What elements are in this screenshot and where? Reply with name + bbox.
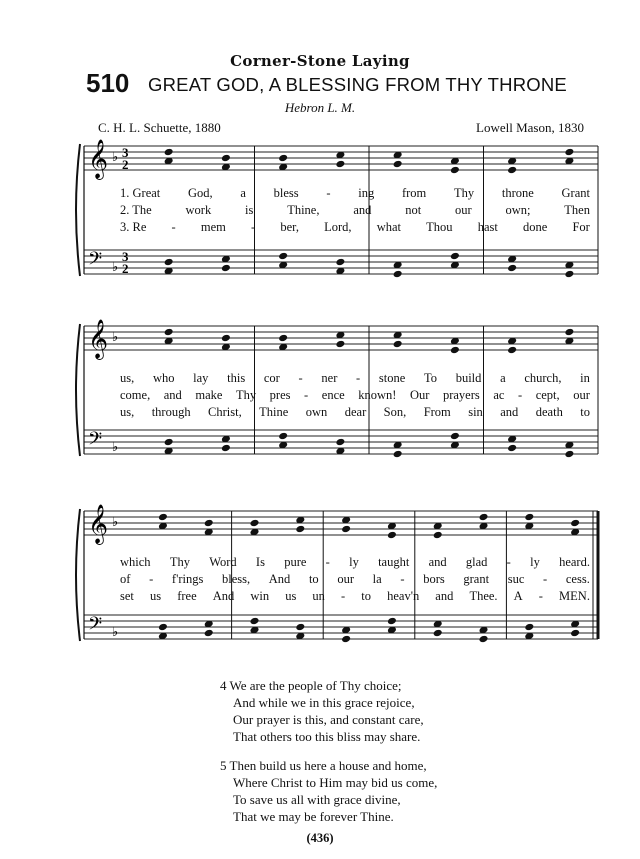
note-head [524, 513, 534, 522]
stanza-line: To save us all with grace divine, [233, 792, 401, 807]
lyric-syllable: taught [378, 555, 410, 569]
lyric-line [120, 572, 590, 587]
stanza-line: That others too this bliss may share. [233, 729, 421, 744]
lyric-syllable: Son, [383, 405, 407, 419]
page-number: (436) [306, 831, 334, 845]
note-head [164, 328, 174, 337]
note-head [164, 258, 174, 267]
note-head [341, 635, 351, 644]
lyric-line [120, 589, 590, 604]
note-head [164, 438, 174, 447]
lyric-syllable: la [372, 572, 382, 586]
lyric-syllable: - [517, 388, 523, 402]
lyric-syllable: Thine, [287, 203, 320, 217]
treble-clef-icon: 𝄞 [88, 504, 109, 544]
stanza-line: And while we in this grace rejoice, [233, 695, 415, 710]
lyric-syllable: of [120, 572, 131, 586]
lyric-syllable: our [337, 572, 355, 586]
note-head [335, 258, 345, 267]
note-head [250, 519, 260, 528]
note-head [450, 252, 460, 261]
lyric-line [120, 555, 590, 570]
lyric-syllable: in [580, 371, 590, 385]
lyric-syllable: - [400, 572, 405, 586]
note-head [278, 432, 288, 441]
lyric-syllable: Then [564, 203, 590, 217]
lyric-syllable: church, [524, 371, 562, 385]
stanza-line: That we may be forever Thine. [233, 809, 394, 824]
lyric-syllable: Is [255, 555, 265, 569]
note-head [221, 264, 231, 273]
lyric-syllable: - [171, 220, 176, 234]
bass-clef-icon: 𝄢 [88, 614, 103, 639]
lyric-syllable: And [212, 589, 235, 603]
stanza-line: Where Christ to Him may bid us come, [233, 775, 438, 790]
lyric-syllable: ing [358, 186, 375, 200]
lyric-syllable: us, [120, 405, 135, 419]
flat-icon: ♭ [112, 149, 119, 164]
lyric-syllable: known! [358, 388, 397, 402]
brace-icon [76, 144, 80, 276]
lyric-syllable: and [428, 555, 447, 569]
note-head [278, 252, 288, 261]
lyric-line [120, 388, 590, 403]
lyric-syllable: prayers [442, 388, 480, 402]
lyric-syllable: us [285, 589, 297, 603]
note-head [335, 438, 345, 447]
lyric-syllable: bless [273, 186, 299, 200]
lyric-syllable: glad [465, 555, 488, 569]
lyric-syllable: ber, [280, 220, 299, 234]
note-head [507, 346, 517, 355]
lyric-syllable: pres [269, 388, 291, 402]
lyric-syllable: our [573, 388, 590, 402]
treble-clef-icon: 𝄞 [88, 319, 109, 359]
lyric-syllable: sin [468, 405, 483, 419]
tune-name: Hebron L. M. [284, 100, 356, 115]
note-head [507, 166, 517, 175]
flat-icon: ♭ [112, 439, 119, 454]
note-head [450, 166, 460, 175]
lyric-line [120, 186, 590, 201]
lyric-syllable: - [543, 572, 548, 586]
lyric-syllable: 1. Great [120, 186, 161, 200]
note-head [564, 148, 574, 157]
note-head [295, 525, 305, 534]
composer-credit: Lowell Mason, 1830 [476, 120, 584, 135]
stanza-5 [220, 757, 437, 825]
lyric-syllable: bors [423, 572, 445, 586]
note-head [204, 629, 214, 638]
brace-icon [76, 324, 80, 456]
lyric-syllable: our [454, 203, 472, 217]
flat-icon: ♭ [112, 624, 119, 639]
lyric-syllable: Thee. [469, 589, 498, 603]
hymn-number: 510 [86, 68, 130, 98]
music-system-2 [0, 316, 640, 456]
lyric-syllable: and [353, 203, 372, 217]
note-head [341, 525, 351, 534]
note-head [250, 617, 260, 626]
note-head [570, 629, 580, 638]
note-head [564, 270, 574, 279]
lyric-syllable: - [298, 371, 303, 385]
lyric-syllable: Lord, [324, 220, 352, 234]
lyric-syllable: Thy [453, 186, 475, 200]
lyric-syllable: ner [321, 371, 338, 385]
lyric-syllable: and [163, 388, 182, 402]
lyric-syllable: lay [193, 371, 209, 385]
lyric-syllable: throne [501, 186, 534, 200]
lyric-syllable: Christ, [208, 405, 242, 419]
lyric-syllable: cor [263, 371, 280, 385]
lyric-syllable: this [227, 371, 246, 385]
lyric-syllable: ly [530, 555, 540, 569]
lyric-syllable: - [251, 220, 256, 234]
lyric-line [120, 220, 590, 235]
note-head [387, 617, 397, 626]
note-head [158, 513, 168, 522]
time-signature-icon: 2 [122, 157, 129, 172]
lyric-syllable: 2. The [120, 203, 152, 217]
lyric-syllable: make [195, 388, 223, 402]
lyric-syllable: cess. [565, 572, 590, 586]
lyric-syllable: - [304, 388, 309, 402]
time-signature-icon: 3 [122, 249, 129, 264]
lyric-syllable: Thy [169, 555, 190, 569]
lyric-syllable: to [308, 572, 319, 586]
stanza-number: 4 [220, 678, 227, 693]
lyric-syllable: Thine [259, 405, 289, 419]
note-head [570, 519, 580, 528]
lyric-syllable: bless, [221, 572, 251, 586]
music-system-3 [0, 501, 640, 641]
note-head [479, 513, 489, 522]
note-head [295, 623, 305, 632]
lyric-syllable: heav'n [387, 589, 420, 603]
lyric-line [120, 371, 590, 386]
stanza-number: 5 [220, 758, 227, 773]
lyric-syllable: and [435, 589, 454, 603]
lyric-syllable: Thy [235, 388, 257, 402]
lyric-syllable: through [151, 405, 191, 419]
lyric-syllable: - [341, 589, 346, 603]
note-head [450, 346, 460, 355]
lyric-syllable: done [523, 220, 548, 234]
lyric-syllable: a [500, 371, 506, 385]
note-head [164, 148, 174, 157]
treble-clef-icon: 𝄞 [88, 139, 109, 179]
lyric-syllable: not [405, 203, 422, 217]
bass-clef-icon: 𝄢 [88, 249, 103, 274]
lyric-syllable: - [356, 371, 361, 385]
lyric-syllable: death [535, 405, 563, 419]
lyric-syllable: come, [120, 388, 151, 402]
lyric-syllable: MEN. [559, 589, 590, 603]
lyric-syllable: free [177, 589, 197, 603]
lyric-syllable: To [423, 371, 437, 385]
lyric-syllable: - [506, 555, 511, 569]
lyric-syllable: f'rings [171, 572, 204, 586]
lyric-syllable: us, [120, 371, 135, 385]
lyric-syllable: Word [209, 555, 237, 569]
lyric-syllable: own; [505, 203, 531, 217]
note-head [433, 629, 443, 638]
note-head [387, 531, 397, 540]
section-title: Corner-Stone Laying [230, 52, 410, 70]
lyric-syllable: which [120, 555, 151, 569]
note-head [393, 340, 403, 349]
lyric-syllable: to [580, 405, 590, 419]
lyric-syllable: - [325, 555, 330, 569]
lyric-syllable: grant [463, 572, 490, 586]
lyric-syllable: is [245, 203, 254, 217]
lyric-syllable: 3. Re [120, 220, 147, 234]
lyric-syllable: God, [187, 186, 213, 200]
note-head [335, 160, 345, 169]
lyric-syllable: stone [378, 371, 406, 385]
lyric-syllable: win [250, 589, 270, 603]
note-head [204, 519, 214, 528]
lyric-syllable: a [240, 186, 246, 200]
note-head [221, 154, 231, 163]
note-head [507, 444, 517, 453]
lyric-syllable: us [149, 589, 162, 603]
lyric-syllable: un [312, 589, 325, 603]
lyric-syllable: Our [409, 388, 430, 402]
lyric-syllable: suc [507, 572, 525, 586]
lyric-syllable: work [185, 203, 212, 217]
lyric-syllable: - [326, 186, 331, 200]
note-head [221, 444, 231, 453]
bass-clef-icon: 𝄢 [88, 429, 103, 454]
flat-icon: ♭ [112, 259, 119, 274]
note-head [479, 635, 489, 644]
note-head [433, 531, 443, 540]
lyric-syllable: - [149, 572, 154, 586]
note-head [524, 623, 534, 632]
note-head [393, 160, 403, 169]
lyric-line [120, 405, 590, 420]
hymn-title: GREAT GOD, A BLESSING FROM THY THRONE [148, 74, 567, 95]
note-head [278, 154, 288, 163]
lyric-syllable: mem [200, 220, 226, 234]
stanza-line: Our prayer is this, and constant care, [233, 712, 424, 727]
lyric-syllable: set [120, 589, 134, 603]
lyric-syllable: From [423, 405, 451, 419]
lyric-syllable: and [500, 405, 519, 419]
note-head [158, 623, 168, 632]
time-signature-icon: 2 [122, 261, 129, 276]
lyric-syllable: ac [493, 388, 505, 402]
stanza-line: Then build us here a house and home, [229, 758, 427, 773]
stanza-4 [220, 677, 424, 745]
stanza-line: We are the people of Thy choice; [229, 678, 402, 693]
lyric-syllable: own [305, 405, 328, 419]
lyric-syllable: build [455, 371, 482, 385]
lyric-syllable: For [572, 220, 590, 234]
lyric-syllable: to [361, 589, 371, 603]
lyric-syllable: Grant [561, 186, 590, 200]
lyric-syllable: what [376, 220, 402, 234]
lyric-syllable: from [401, 186, 427, 200]
lyric-syllable: hast [477, 220, 498, 234]
time-signature-icon: 3 [122, 145, 129, 160]
note-head [393, 450, 403, 459]
lyric-syllable: heard. [559, 555, 590, 569]
lyric-syllable: pure [284, 555, 307, 569]
lyric-syllable: Thou [426, 220, 453, 234]
lyric-line [120, 203, 590, 218]
note-head [507, 264, 517, 273]
lyric-syllable: dear [344, 405, 367, 419]
note-head [221, 334, 231, 343]
author-credit: C. H. L. Schuette, 1880 [98, 120, 221, 135]
lyric-syllable: A [513, 589, 523, 603]
note-head [564, 450, 574, 459]
brace-icon [76, 509, 80, 641]
flat-icon: ♭ [112, 329, 119, 344]
lyric-syllable: cept, [535, 388, 560, 402]
note-head [278, 334, 288, 343]
lyric-syllable: And [268, 572, 291, 586]
lyric-syllable: ence [321, 388, 345, 402]
note-head [393, 270, 403, 279]
lyric-syllable: who [152, 371, 175, 385]
note-head [335, 340, 345, 349]
flat-icon: ♭ [112, 514, 119, 529]
lyric-syllable: ly [349, 555, 359, 569]
note-head [450, 432, 460, 441]
note-head [564, 328, 574, 337]
lyric-syllable: - [538, 589, 543, 603]
